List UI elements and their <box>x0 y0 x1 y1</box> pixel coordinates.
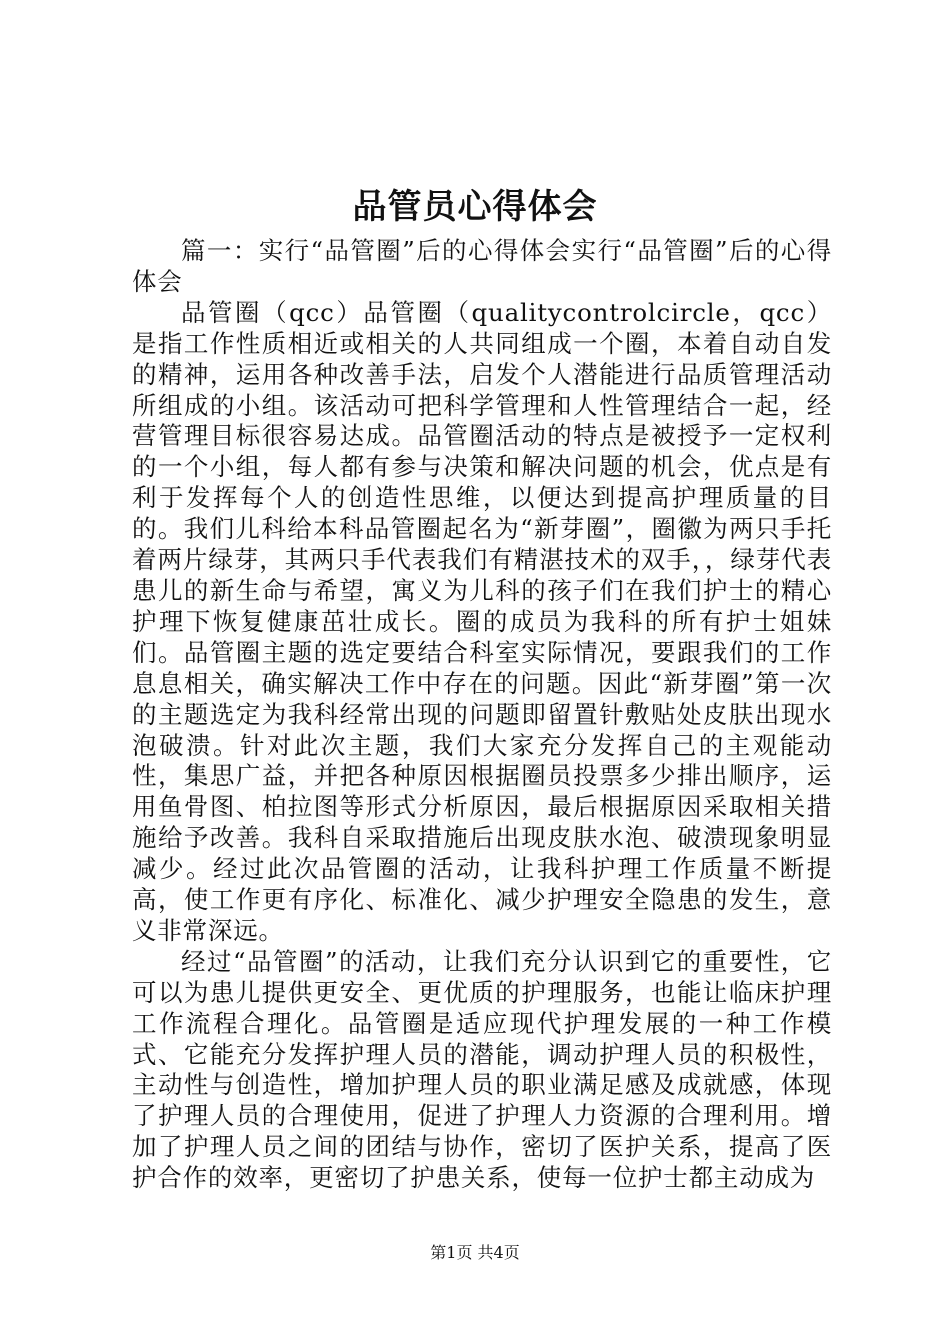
paragraph-qcc-description: 品管圈（qcc）品管圈（qualitycontrolcircle，qcc）是指工作性质相近或相关的人共同组成一个圈，本着自动自发的精神，运用各种改善手法，启发个人潜能进行品质管理活动所组成的小组。该活动可把科学管理和人性管理结合一起，经营管理目标很容易达成。品管圈活动的特点是被授予一定权利的一个小组，每人都有参与决策和解决问题的机会，优点是有利于发挥每个人的创造性思维，以便达到提高护理质量的目的。我们儿科给本科品管圈起名为“新芽圈”，圈徽为两只手托着两片绿芽，其两只手代表我们有精湛技术的双手，，绿芽代表患儿的新生命与希望，寓义为儿科的孩子们在我们护士的精心护理下恢复健康茁壮成长。圈的成员为我科的所有护士姐妹们。品管圈主题的选定要结合科室实际情况，要跟我们的工作息息相关，确实解决工作中存在的问题。因此“新芽圈”第一次的主题选定为我科经常出现的问题即留置针敷贴处皮肤出现水泡破溃。针对此次主题，我们大家充分发挥自己的主观能动性，集思广益，并把各种原因根据圈员投票多少排出顺序，运用鱼骨图、柏拉图等形式分析原因，最后根据原因采取相关措施给予改善。我科自采取措施后出现皮肤水泡、破溃现象明显减少。经过此次品管圈的活动，让我科护理工作质量不断提高，使工作更有序化、标准化、减少护理安全隐患的发生，意义非常深远。 <box>132 297 832 945</box>
document-body <box>132 236 832 1194</box>
page-number-footer: 第1页 共4页 <box>430 1243 520 1262</box>
document-title: 品管员心得体会 <box>352 187 598 227</box>
paragraph-qcc-benefits: 经过“品管圈”的活动，让我们充分认识到它的重要性，它可以为患儿提供更安全、更优质的护理服务，也能让临床护理工作流程合理化。品管圈是适应现代护理发展的一种工作模式、它能充分发挥护理人员的潜能，调动护理人员的积极性，主动性与创造性，增加护理人员的职业满足感及成就感，体现了护理人员的合理使用，促进了护理人力资源的合理利用。增加了护理人员之间的团结与协作，密切了医护关系，提高了医护合作的效率，更密切了护患关系，使每一位护士都主动成为 <box>132 946 832 1193</box>
paragraph-intro: 篇一：实行“品管圈”后的心得体会实行“品管圈”后的心得体会 <box>132 236 832 296</box>
